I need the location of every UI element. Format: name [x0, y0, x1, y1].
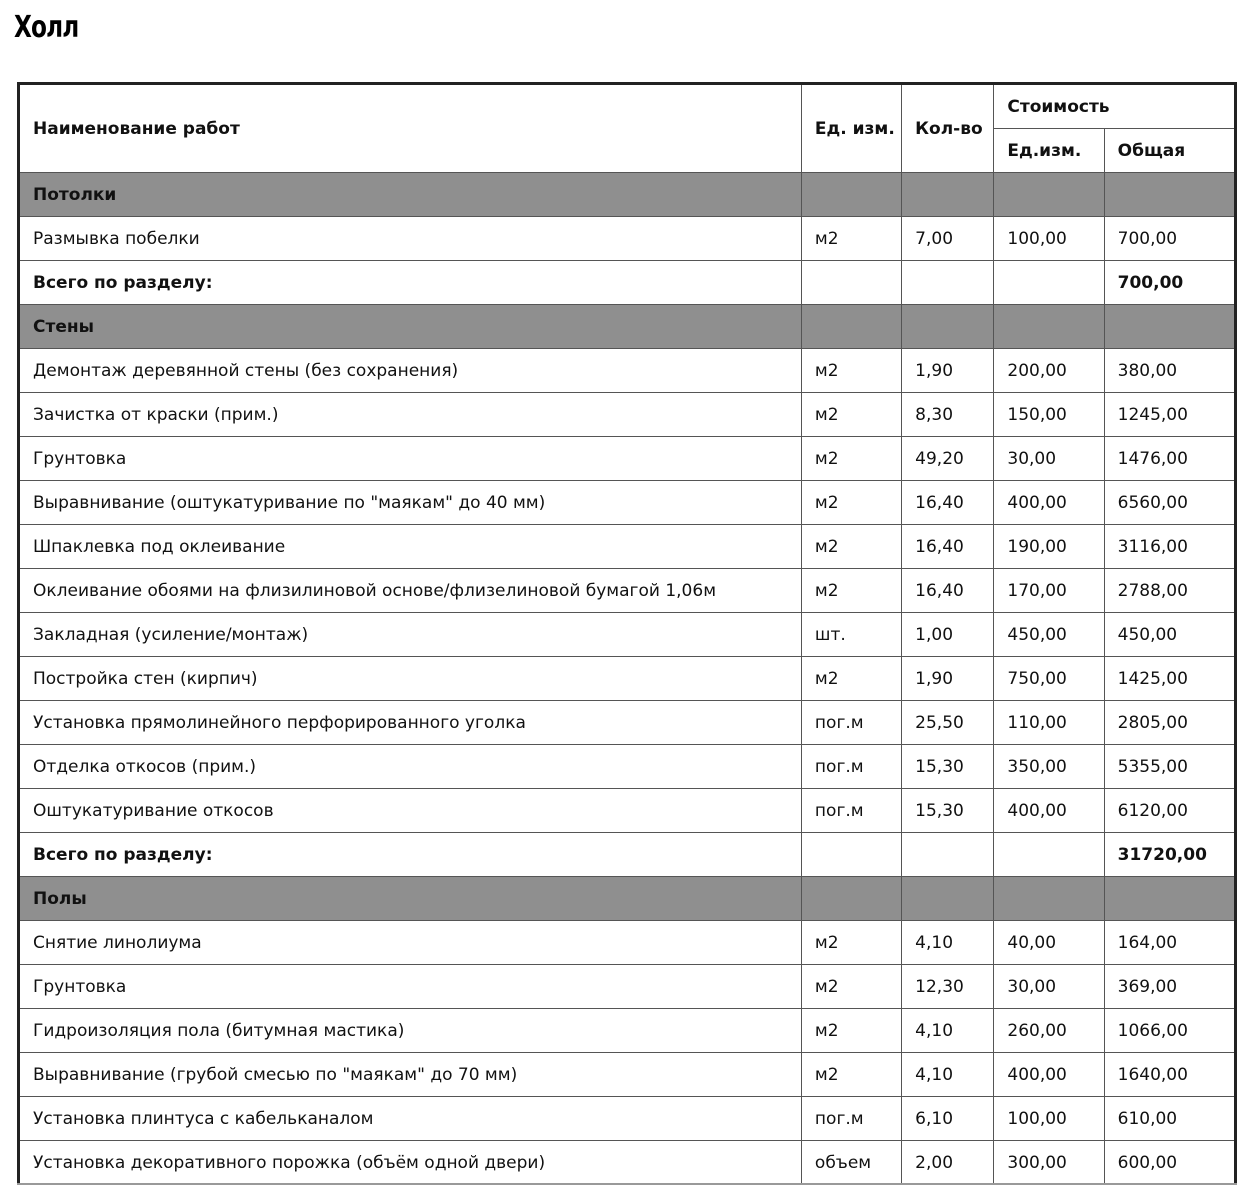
cell-total: 450,00: [1104, 613, 1235, 657]
cell-total: 6120,00: [1104, 789, 1235, 833]
cell-name: Закладная (усиление/монтаж): [19, 613, 802, 657]
cell-name: Установка прямолинейного перфорированного уголка: [19, 701, 802, 745]
cell-price: 260,00: [994, 1009, 1104, 1053]
cell-price: 100,00: [994, 1097, 1104, 1141]
header-qty: Кол-во: [902, 84, 994, 173]
section-empty-cell: [994, 173, 1104, 217]
cell-name: Гидроизоляция пола (битумная мастика): [19, 1009, 802, 1053]
table-row: [19, 657, 1236, 701]
cell-total: 1066,00: [1104, 1009, 1235, 1053]
table-row: [19, 1053, 1236, 1097]
section-empty-cell: [902, 305, 994, 349]
cell-qty: 25,50: [902, 701, 994, 745]
table-row: [19, 789, 1236, 833]
cell-total: 369,00: [1104, 965, 1235, 1009]
section-empty-cell: [902, 877, 994, 921]
cell-qty: 8,30: [902, 393, 994, 437]
section-empty-cell: [801, 877, 901, 921]
cell-name: Размывка побелки: [19, 217, 802, 261]
cell-total: 2788,00: [1104, 569, 1235, 613]
cell-name: Демонтаж деревянной стены (без сохранения): [19, 349, 802, 393]
cell-qty: 1,90: [902, 657, 994, 701]
header-cost-total: Общая: [1104, 129, 1235, 173]
table-row: [19, 217, 1236, 261]
cell-price: 350,00: [994, 745, 1104, 789]
cell-qty: 15,30: [902, 745, 994, 789]
cell-total: 1245,00: [1104, 393, 1235, 437]
section-total-label: Всего по разделу:: [19, 833, 802, 877]
cell-total: 1425,00: [1104, 657, 1235, 701]
cell-qty: 49,20: [902, 437, 994, 481]
cell-unit: м2: [801, 921, 901, 965]
cell-name: Грунтовка: [19, 965, 802, 1009]
cell-name: Снятие линолиума: [19, 921, 802, 965]
cell-qty: 4,10: [902, 921, 994, 965]
cell-price: 400,00: [994, 481, 1104, 525]
section-total-row: [19, 833, 1236, 877]
page-title: Холл: [14, 10, 79, 45]
estimate-table: [17, 82, 1237, 1185]
section-total-label: Всего по разделу:: [19, 261, 802, 305]
cell-unit: м2: [801, 437, 901, 481]
cell-price: 200,00: [994, 349, 1104, 393]
section-empty-cell: [801, 173, 901, 217]
cell-name: Оштукатуривание откосов: [19, 789, 802, 833]
header-cost: Стоимость: [994, 84, 1236, 129]
cell-unit: м2: [801, 217, 901, 261]
cell-unit: пог.м: [801, 1097, 901, 1141]
header-cost-unit: Ед.изм.: [994, 129, 1104, 173]
cell-qty: 16,40: [902, 481, 994, 525]
table-row: [19, 1097, 1236, 1141]
cell-total: 6560,00: [1104, 481, 1235, 525]
section-header-row: [19, 305, 1236, 349]
cell-unit: м2: [801, 525, 901, 569]
section-title: Потолки: [19, 173, 802, 217]
cell-price: 40,00: [994, 921, 1104, 965]
section-empty-cell: [994, 305, 1104, 349]
total-empty-cell: [902, 833, 994, 877]
cell-qty: 16,40: [902, 569, 994, 613]
section-title: Полы: [19, 877, 802, 921]
cell-unit: пог.м: [801, 789, 901, 833]
total-empty-cell: [994, 833, 1104, 877]
total-empty-cell: [801, 261, 901, 305]
cell-total: 1476,00: [1104, 437, 1235, 481]
cell-name: Оклеивание обоями на флизилиновой основе/флизелиновой бумагой 1,06м: [19, 569, 802, 613]
cell-unit: м2: [801, 965, 901, 1009]
cell-unit: объем: [801, 1141, 901, 1185]
cell-unit: шт.: [801, 613, 901, 657]
section-title: Стены: [19, 305, 802, 349]
section-empty-cell: [902, 173, 994, 217]
section-empty-cell: [1104, 305, 1235, 349]
cell-price: 100,00: [994, 217, 1104, 261]
cell-total: 1640,00: [1104, 1053, 1235, 1097]
cell-name: Отделка откосов (прим.): [19, 745, 802, 789]
cell-unit: м2: [801, 349, 901, 393]
section-total-value: 700,00: [1104, 261, 1235, 305]
total-empty-cell: [994, 261, 1104, 305]
cell-price: 400,00: [994, 1053, 1104, 1097]
section-total-row: [19, 261, 1236, 305]
section-total-value: 31720,00: [1104, 833, 1235, 877]
table-row: [19, 1141, 1236, 1185]
section-header-row: [19, 877, 1236, 921]
cell-qty: 2,00: [902, 1141, 994, 1185]
table-row: [19, 921, 1236, 965]
table-row: [19, 481, 1236, 525]
cell-qty: 12,30: [902, 965, 994, 1009]
cell-qty: 15,30: [902, 789, 994, 833]
cell-total: 5355,00: [1104, 745, 1235, 789]
cell-qty: 16,40: [902, 525, 994, 569]
cell-qty: 7,00: [902, 217, 994, 261]
header-name: Наименование работ: [19, 84, 802, 173]
cell-qty: 1,90: [902, 349, 994, 393]
cell-unit: пог.м: [801, 701, 901, 745]
table-row: [19, 745, 1236, 789]
cell-qty: 4,10: [902, 1009, 994, 1053]
cell-unit: м2: [801, 481, 901, 525]
cell-price: 190,00: [994, 525, 1104, 569]
table-row: [19, 613, 1236, 657]
cell-price: 30,00: [994, 437, 1104, 481]
cell-total: 3116,00: [1104, 525, 1235, 569]
header-row: [19, 84, 1236, 129]
cell-name: Постройка стен (кирпич): [19, 657, 802, 701]
header-unit: Ед. изм.: [801, 84, 901, 173]
table-row: [19, 965, 1236, 1009]
cell-unit: м2: [801, 1009, 901, 1053]
cell-total: 2805,00: [1104, 701, 1235, 745]
page-bottom-rule: [17, 1183, 1237, 1185]
cell-price: 110,00: [994, 701, 1104, 745]
cell-total: 380,00: [1104, 349, 1235, 393]
cell-price: 30,00: [994, 965, 1104, 1009]
table-row: [19, 349, 1236, 393]
cell-name: Грунтовка: [19, 437, 802, 481]
cell-total: 164,00: [1104, 921, 1235, 965]
cell-name: Выравнивание (оштукатуривание по "маякам" до 40 мм): [19, 481, 802, 525]
cell-price: 150,00: [994, 393, 1104, 437]
estimate-body: [19, 173, 1236, 1185]
cell-total: 700,00: [1104, 217, 1235, 261]
section-header-row: [19, 173, 1236, 217]
cell-total: 610,00: [1104, 1097, 1235, 1141]
cell-name: Выравнивание (грубой смесью по "маякам" до 70 мм): [19, 1053, 802, 1097]
table-row: [19, 393, 1236, 437]
cell-price: 300,00: [994, 1141, 1104, 1185]
cell-unit: м2: [801, 569, 901, 613]
total-empty-cell: [801, 833, 901, 877]
cell-name: Установка декоративного порожка (объём одной двери): [19, 1141, 802, 1185]
cell-qty: 1,00: [902, 613, 994, 657]
table-row: [19, 569, 1236, 613]
section-empty-cell: [1104, 173, 1235, 217]
cell-name: Установка плинтуса с кабельканалом: [19, 1097, 802, 1141]
cell-unit: м2: [801, 657, 901, 701]
table-row: [19, 701, 1236, 745]
table-row: [19, 525, 1236, 569]
section-empty-cell: [1104, 877, 1235, 921]
cell-unit: м2: [801, 393, 901, 437]
section-empty-cell: [801, 305, 901, 349]
cell-total: 600,00: [1104, 1141, 1235, 1185]
cell-qty: 4,10: [902, 1053, 994, 1097]
table-row: [19, 437, 1236, 481]
total-empty-cell: [902, 261, 994, 305]
cell-name: Шпаклевка под оклеивание: [19, 525, 802, 569]
cell-price: 170,00: [994, 569, 1104, 613]
cell-qty: 6,10: [902, 1097, 994, 1141]
cell-unit: пог.м: [801, 745, 901, 789]
cell-price: 400,00: [994, 789, 1104, 833]
section-empty-cell: [994, 877, 1104, 921]
cell-price: 750,00: [994, 657, 1104, 701]
cell-unit: м2: [801, 1053, 901, 1097]
cell-price: 450,00: [994, 613, 1104, 657]
cell-name: Зачистка от краски (прим.): [19, 393, 802, 437]
table-row: [19, 1009, 1236, 1053]
